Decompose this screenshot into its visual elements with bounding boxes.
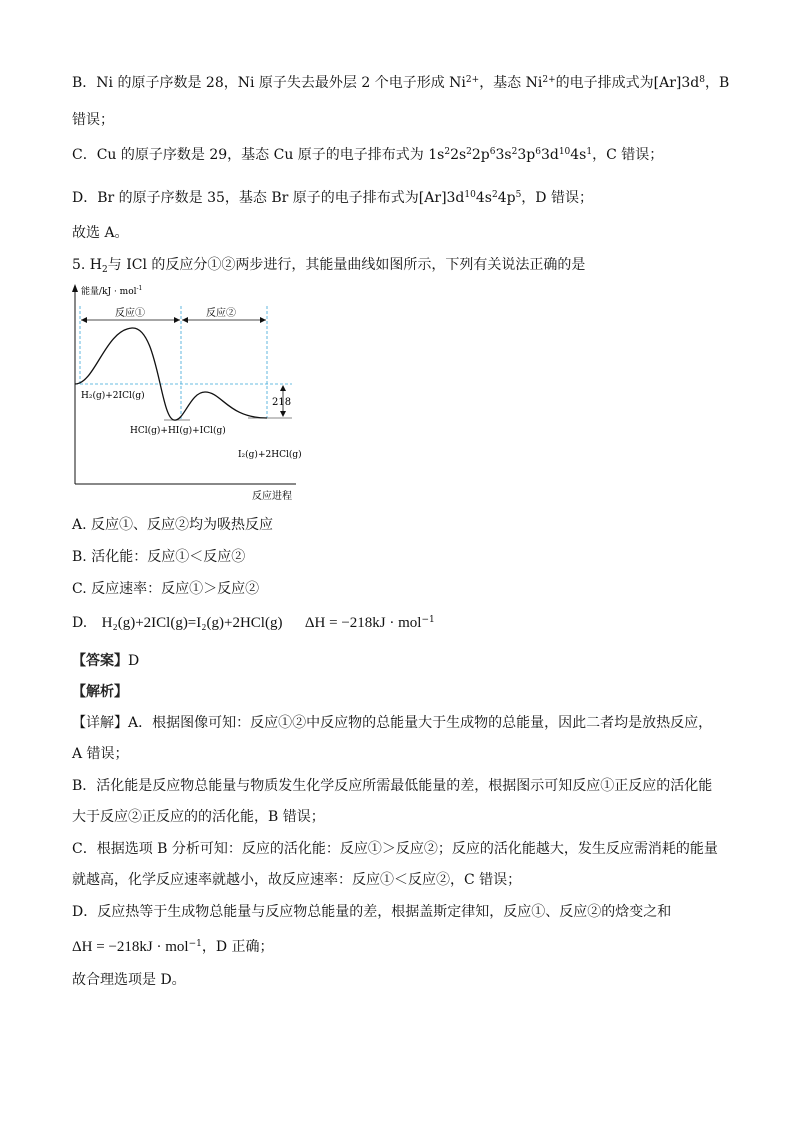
intermediate-label: HCl(g)+HI(g)+ICl(g) bbox=[130, 426, 226, 436]
analysis-tag: 【解析】 bbox=[72, 684, 128, 700]
explanation-line-5: C．根据选项 B 分析可知：反应的活化能：反应①＞反应②；反应的活化能越大，发生反应需消耗的能量 bbox=[72, 841, 718, 857]
option-b-cont: 错误； bbox=[72, 112, 114, 128]
option-a: A. 反应①、反应②均为吸热反应 bbox=[72, 517, 274, 533]
reactants-label: H₂(g)+2ICl(g) bbox=[81, 391, 145, 401]
delta-label: 218 bbox=[272, 397, 292, 408]
superscript: 1 bbox=[586, 147, 593, 157]
enthalpy-value: ΔH = −218kJ · mol bbox=[72, 939, 189, 955]
energy-diagram bbox=[60, 280, 320, 505]
subscript: 2 bbox=[102, 265, 108, 275]
text: ，D 错误； bbox=[521, 190, 593, 206]
step2-arrow-left bbox=[182, 317, 188, 323]
option-c-line bbox=[72, 146, 663, 166]
products-label: I₂(g)+2HCl(g) bbox=[238, 450, 302, 460]
superscript: 5 bbox=[515, 190, 522, 200]
answer-line bbox=[72, 652, 139, 670]
text: 5. H bbox=[72, 257, 103, 273]
explanation-line-8 bbox=[72, 938, 274, 958]
text: 3d bbox=[540, 147, 559, 163]
choose-a-line: 故选 A。 bbox=[72, 225, 129, 241]
superscript: −1 bbox=[421, 615, 435, 625]
text: 的电子排成式为[Ar]3d bbox=[555, 75, 700, 91]
explanation-line-6: 就越高，化学反应速率就越小，故反应速率：反应①＜反应②，C 错误； bbox=[72, 872, 522, 888]
superscript: 2 bbox=[444, 147, 451, 157]
answer-tag: 【答案】 bbox=[72, 653, 128, 669]
text: 4s bbox=[570, 147, 587, 163]
superscript: 2+ bbox=[542, 75, 556, 85]
superscript: 8 bbox=[699, 75, 705, 85]
text: ，基态 Ni bbox=[479, 75, 543, 91]
option-d bbox=[72, 614, 435, 634]
answer-value: D bbox=[128, 653, 140, 669]
text: 与 ICl 的反应分①②两步进行，其能量曲线如图所示，下列有关说法正确的是 bbox=[107, 257, 586, 273]
y-axis-arrow bbox=[72, 284, 78, 292]
text: 2s bbox=[450, 147, 467, 163]
text: ，D 正确； bbox=[201, 939, 274, 955]
explanation-line-9: 故合理选项是 D。 bbox=[72, 972, 186, 988]
superscript: 2+ bbox=[465, 75, 480, 85]
step2-label: 反应② bbox=[206, 308, 236, 319]
option-d-label: D. bbox=[72, 615, 88, 631]
explanation-line-1 bbox=[72, 714, 712, 732]
y-axis-label: 能量/kJ · mol$^{-1}$ bbox=[81, 285, 143, 297]
explanation-line-2: A 错误； bbox=[72, 746, 129, 762]
delta-arrow-up bbox=[280, 385, 286, 391]
option-d-enthalpy: ΔH = −218kJ · mol bbox=[304, 615, 422, 631]
step1-label: 反应① bbox=[115, 308, 145, 319]
text: 4p bbox=[497, 190, 516, 206]
text: 3p bbox=[517, 147, 536, 163]
superscript: 2 bbox=[491, 190, 498, 200]
superscript: 6 bbox=[535, 147, 541, 157]
text: 2p bbox=[471, 147, 490, 163]
text: ，B bbox=[705, 75, 730, 91]
text: ，C 错误； bbox=[592, 147, 664, 163]
step1-arrow-left bbox=[81, 317, 87, 323]
x-axis-label: 反应进程 bbox=[252, 491, 292, 502]
superscript: 10 bbox=[464, 190, 476, 200]
option-d-line bbox=[72, 189, 593, 209]
explanation-line-4: 大于反应②正反应的的活化能，B 错误； bbox=[72, 809, 325, 825]
question-5-stem bbox=[72, 256, 585, 276]
step1-arrow-right bbox=[174, 317, 180, 323]
superscript: −1 bbox=[188, 939, 202, 949]
step2-arrow-right bbox=[260, 317, 266, 323]
superscript: 10 bbox=[558, 147, 571, 157]
text: D．Br 的原子序数是 35，基态 Br 原子的电子排布式为[Ar]3d bbox=[72, 190, 465, 206]
explanation-line-7: D．反应热等于生成物总能量与反应物总能量的差，根据盖斯定律知，反应①、反应②的焓变之和 bbox=[72, 904, 672, 920]
text: B．Ni 的原子序数是 28，Ni 原子失去最外层 2 个电子形成 Ni bbox=[72, 75, 466, 91]
superscript: 2 bbox=[466, 147, 472, 157]
text: 4s bbox=[475, 190, 492, 206]
text: C．Cu 的原子序数是 29，基态 Cu 原子的电子排布式为 1s bbox=[72, 147, 445, 163]
text: 3s bbox=[495, 147, 512, 163]
detail-tag: 【详解】 bbox=[72, 715, 128, 731]
option-b-line bbox=[72, 74, 729, 94]
explanation-line-3: B．活化能是反应物总能量与物质发生化学反应所需最低能量的差，根据图示可知反应①正反应的活化能 bbox=[72, 778, 713, 794]
superscript: 6 bbox=[489, 147, 496, 157]
delta-arrow-down bbox=[280, 411, 286, 417]
option-c: C. 反应速率：反应①＞反应② bbox=[72, 581, 260, 597]
option-b: B. 活化能：反应①＜反应② bbox=[72, 549, 246, 565]
text: A．根据图像可知：反应①②中反应物的总能量大于生成物的总能量，因此二者均是放热反应， bbox=[128, 715, 713, 731]
option-d-equation: H₂(g)+2ICl(g)=I₂(g)+2HCl(g) bbox=[101, 615, 283, 631]
superscript: 2 bbox=[511, 147, 518, 157]
energy-curve bbox=[75, 328, 267, 420]
